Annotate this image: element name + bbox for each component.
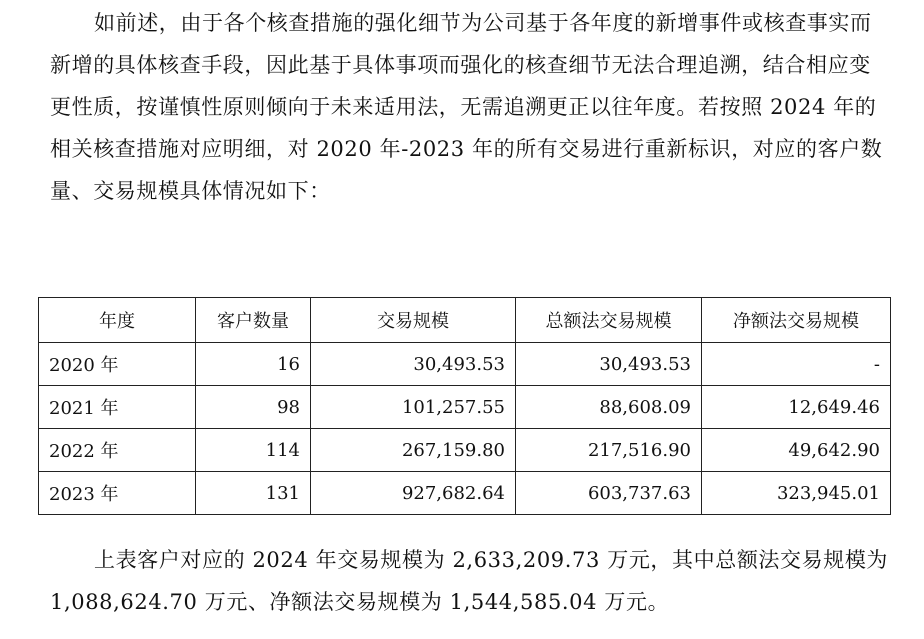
intro-text: 如前述，由于各个核查措施的强化细节为公司基于各年度的新增事件或核查事实而新增的具体核查手段，因此基于具体事项而强化的核查细节无法合理追溯，结合相应变更性质，按谨慎性原则倾向于未来适用法，无需追溯更正以往年度。若按照 2024 年的相关核查措施对应明细，对 2020 年-2023 年的所有交易进行重新标识，对应的客户数量、交易规模具体情况如下： [50, 11, 883, 203]
table-row [39, 343, 891, 386]
cell-transaction-volume: 30,493.53 [311, 343, 516, 386]
summary-paragraph [50, 539, 890, 623]
cell-year: 2021 年 [39, 386, 196, 429]
header-gross-method-volume: 总额法交易规模 [516, 298, 702, 343]
header-customer-count: 客户数量 [196, 298, 311, 343]
cell-transaction-volume: 267,159.80 [311, 429, 516, 472]
cell-year: 2020 年 [39, 343, 196, 386]
cell-net-method-volume: 323,945.01 [702, 472, 891, 515]
cell-gross-method-volume: 603,737.63 [516, 472, 702, 515]
cell-net-method-volume: 49,642.90 [702, 429, 891, 472]
cell-gross-method-volume: 217,516.90 [516, 429, 702, 472]
header-year: 年度 [39, 298, 196, 343]
cell-transaction-volume: 927,682.64 [311, 472, 516, 515]
cell-transaction-volume: 101,257.55 [311, 386, 516, 429]
cell-customer-count: 114 [196, 429, 311, 472]
table-row [39, 386, 891, 429]
summary-text: 上表客户对应的 2024 年交易规模为 2,633,209.73 万元，其中总额法交易规模为 1,088,624.70 万元、净额法交易规模为 1,544,585.04 万元。 [50, 548, 889, 614]
table-row [39, 429, 891, 472]
cell-customer-count: 98 [196, 386, 311, 429]
header-net-method-volume: 净额法交易规模 [702, 298, 891, 343]
header-transaction-volume: 交易规模 [311, 298, 516, 343]
cell-net-method-volume: 12,649.46 [702, 386, 891, 429]
cell-year: 2023 年 [39, 472, 196, 515]
cell-year: 2022 年 [39, 429, 196, 472]
cell-gross-method-volume: 30,493.53 [516, 343, 702, 386]
customer-transaction-table [38, 297, 891, 515]
table-header-row [39, 298, 891, 343]
cell-customer-count: 131 [196, 472, 311, 515]
table-row [39, 472, 891, 515]
cell-customer-count: 16 [196, 343, 311, 386]
intro-paragraph [50, 2, 890, 212]
cell-net-method-volume: - [702, 343, 891, 386]
cell-gross-method-volume: 88,608.09 [516, 386, 702, 429]
